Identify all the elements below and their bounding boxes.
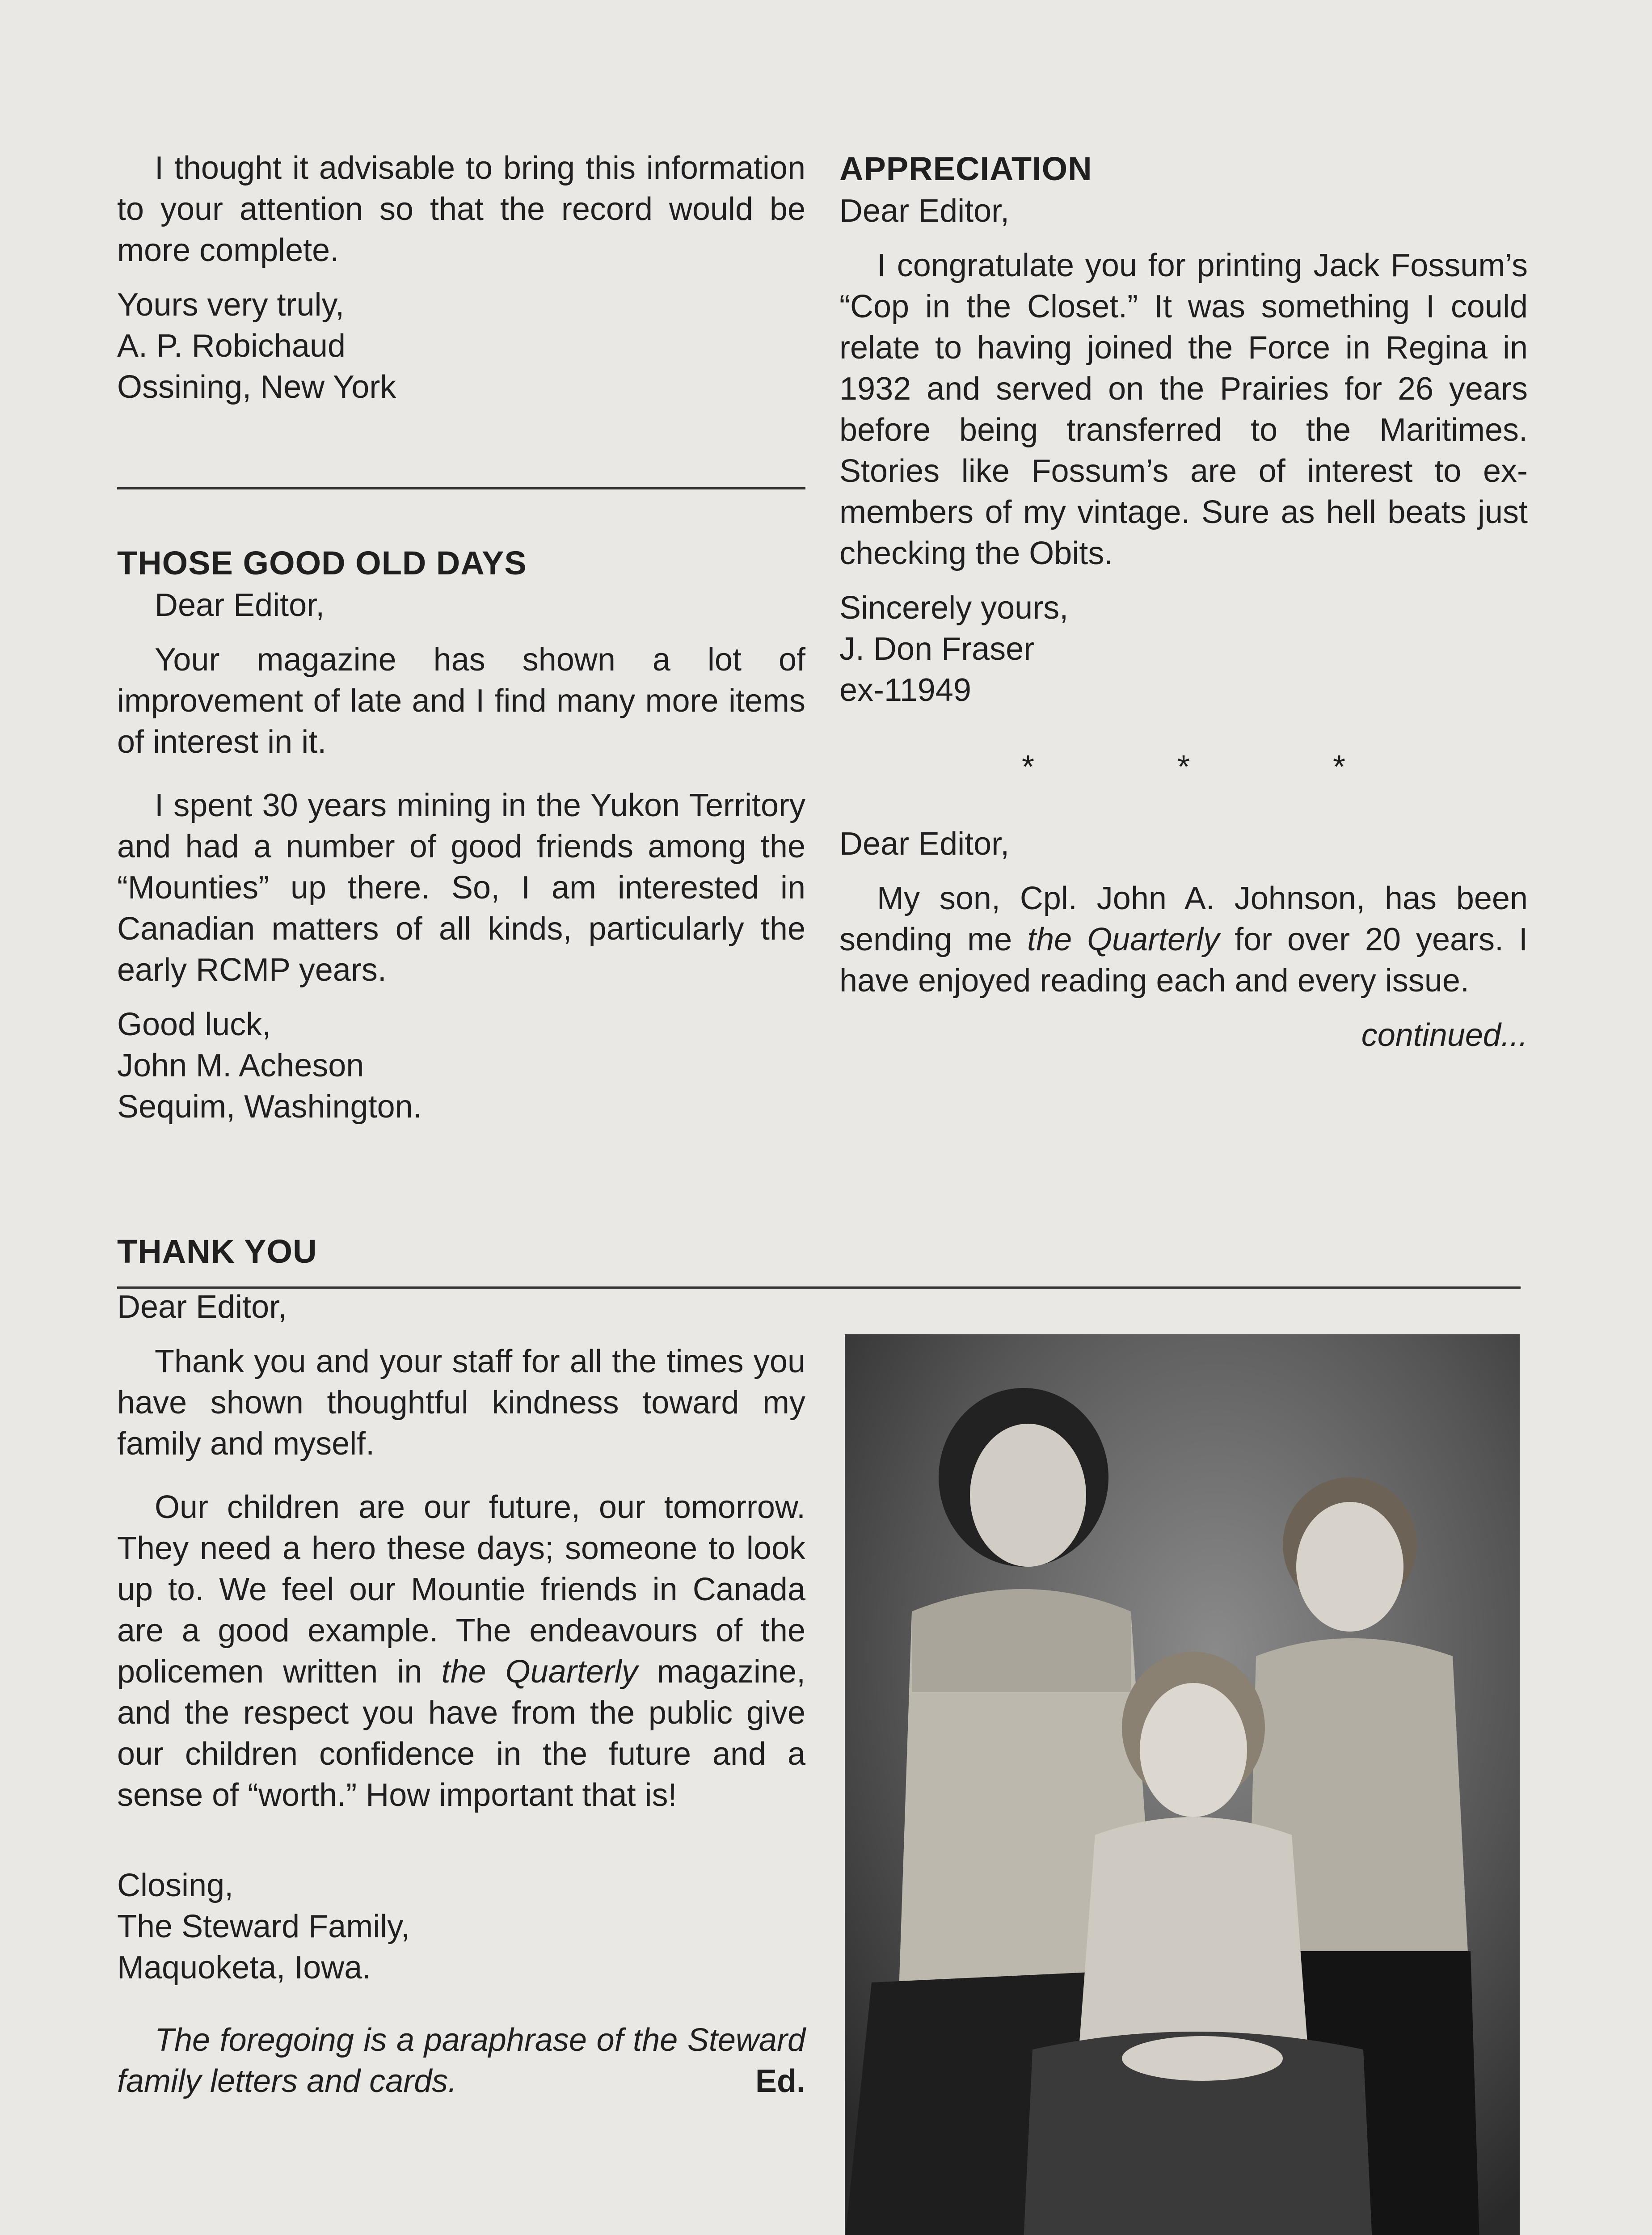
thank-you-salutation: Dear Editor,: [117, 1289, 287, 1325]
johnson-paragraph-end: for over 20 years. I have enjoyed reading each and every issue.: [839, 922, 1528, 999]
editor-note: [117, 2020, 805, 2102]
thank-you-heading: THANK YOU: [117, 1233, 317, 1270]
intro-paragraph: I thought it advisable to bring this information to your attention so that the record would be more complete.: [117, 150, 805, 268]
continued-note: continued...: [1361, 1017, 1528, 1053]
thank-you-closing: Closing,: [117, 1868, 234, 1903]
johnson-salutation: Dear Editor,: [839, 826, 1010, 862]
intro-closing: Yours very truly,: [117, 287, 345, 323]
thank-you-location: Maquoketa, Iowa.: [117, 1950, 371, 1986]
johnson-paragraph: [839, 878, 1528, 1001]
thank-you-signature: The Steward Family,: [117, 1909, 410, 1944]
intro-signature: A. P. Robichaud: [117, 328, 346, 364]
appreciation-paragraph: I congratulate you for printing Jack Fossum’s “Cop in the Closet.” It was something I could relate to having joined the Force in Regina in 1932 and served on the Prairies for 26 years before being transferred to the Maritimes. Stories like Fossum’s are of interest to ex-members of my vintage. Sure as hell beats just checking the Obits.: [839, 248, 1528, 571]
appreciation-signature: J. Don Fraser: [839, 631, 1035, 667]
good-old-days-salutation: Dear Editor,: [155, 587, 325, 623]
photo-illustration: [845, 1334, 1520, 2235]
editor-signature: Ed.: [755, 2063, 805, 2099]
thank-you-paragraph-2-start: Our children are our future, our tomorrow. They need a hero these days; someone to look up to. We feel our Mountie friends in Canada are a good example. The endeavours of the policemen written in: [117, 1489, 805, 1690]
good-old-days-heading: THOSE GOOD OLD DAYS: [117, 544, 527, 582]
thank-you-paragraph-2: [117, 1487, 805, 1816]
quarterly-title: the Quarterly: [441, 1654, 638, 1690]
quarterly-title-johnson: the Quarterly: [1027, 922, 1220, 957]
editor-note-text: The foregoing is a paraphrase of the Steward family letters and cards.: [117, 2022, 805, 2099]
intro-location: Ossining, New York: [117, 369, 396, 405]
good-old-days-paragraph-1: Your magazine has shown a lot of improvement of late and I find many more items of interest in it.: [117, 642, 805, 760]
thank-you-paragraph-2-end: magazine, and the respect you have from the public give our children confidence in the future and a sense of “worth.” How important that is!: [117, 1654, 805, 1813]
full-width-rule: [117, 1286, 1521, 1289]
good-old-days-paragraph-2: I spent 30 years mining in the Yukon Territory and had a number of good friends among the “Mounties” up there. So, I am interested in Canadian matters of all kinds, particularly the early RCMP years.: [117, 788, 805, 988]
good-old-days-signature: John M. Acheson: [117, 1048, 364, 1084]
appreciation-regimental-number: ex-11949: [839, 672, 971, 708]
thank-you-paragraph-1: Thank you and your staff for all the times you have shown thoughtful kindness toward my family and myself.: [117, 1344, 805, 1462]
good-old-days-location: Sequim, Washington.: [117, 1089, 422, 1125]
johnson-paragraph-start: My son, Cpl. John A. Johnson, has been sending me: [839, 881, 1528, 957]
section-separator-stars: * * *: [1021, 749, 1413, 785]
right-column: [839, 148, 1528, 1056]
good-old-days-closing: Good luck,: [117, 1007, 271, 1042]
appreciation-heading: APPRECIATION: [839, 150, 1092, 187]
steward-family-photo: [845, 1334, 1520, 2235]
appreciation-salutation: Dear Editor,: [839, 193, 1010, 229]
left-rule-top: [117, 487, 805, 489]
left-column: [117, 148, 805, 2102]
appreciation-closing: Sincerely yours,: [839, 590, 1069, 626]
